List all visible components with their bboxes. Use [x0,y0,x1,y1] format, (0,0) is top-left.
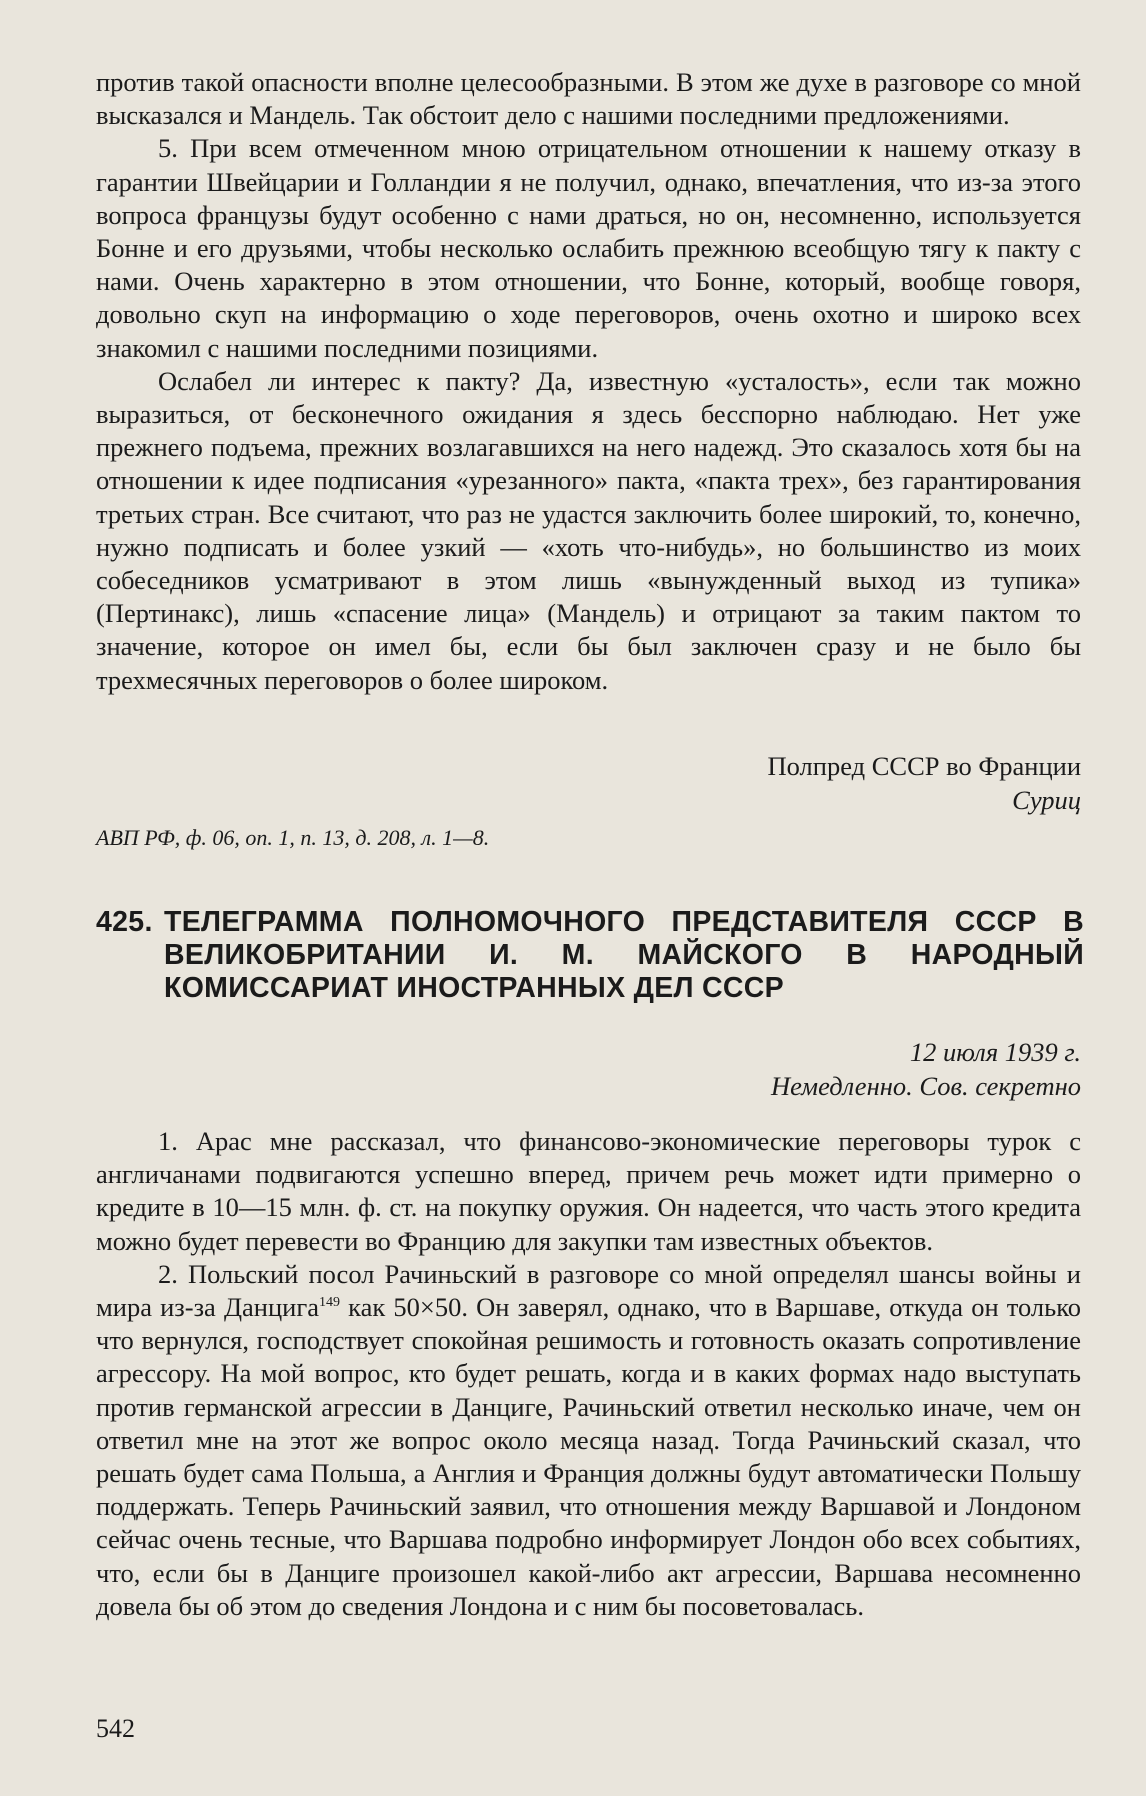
paragraph-text: 2. Польский посол Рачиньский в разговоре со мной определял шансы войны и мира из-за Данцига [96,1258,1081,1323]
document-classification: Немедленно. Сов. секретно [770,1070,1081,1101]
page-number: 542 [96,1714,135,1743]
paragraph: Ослабел ли интерес к пакту? Да, известную «усталость», если так можно выразиться, от бесконечного ожидания я здесь бесспорно наблюдаю. Нет уже прежнего подъема, прежних возлагавшихся на него надежд. Это сказалось хотя бы на отношении к идее подписания «урезанного» пакта, «пакта трех», без гарантирования третьих стран. Все считают, что раз не удастся заключить более широкий, то, конечно, нужно подписать и более узкий — «хоть что-нибудь», но большинство из моих собеседников усматривают в этом лишь «вынужденный выход из тупика» (Пертинакс), лишь «спасение лица» (Мандель) и отрицают за таким пактом то значение, которое он имел бы, если бы был заключен сразу и не было бы трехмесячных переговоров о более широком. [96,365,1081,695]
footnote-ref[interactable]: 149 [319,1295,340,1311]
signatory-name: Суриц [1012,784,1081,815]
document-date: 12 июля 1939 г. [909,1037,1081,1067]
signatory-position: Полпред СССР во Франции [767,751,1081,781]
previous-document-text [96,66,1081,697]
document-meta [96,1036,1081,1103]
archive-reference: АВП РФ, ф. 06, оп. 1, п. 13, д. 208, л. 1—8. [96,825,490,850]
paragraph-text: как 50×50. Он заверял, однако, что в Варшаве, откуда он только что вернулся, господствует спокойная решимость и готовность оказать сопротивление агрессору. На мой вопрос, кто будет решать, когда и в каких формах надо выступать против германской агрессии в Данциге, Рачиньский ответил несколько иначе, чем он ответил мне на этот же вопрос около месяца назад. Тогда Рачиньский сказал, что решать будет сама Польша, а Англия и Франция должны будут автоматически Польшу поддержать. Теперь Рачиньский заявил, что отношения между Варшавой и Лондоном сейчас очень тесные, что Варшава подробно информирует Лондон обо всех событиях, что, если бы в Данциге произошел какой-либо акт агрессии, Варшава несомненно довела бы об этом до сведения Лондона и с ним бы посоветовалась. [96,1292,1081,1621]
document-body [96,1125,1081,1623]
signature-block [96,750,1081,817]
paragraph: 5. При всем отмеченном мною отрицательном отношении к нашему отказу в гарантии Швейцарии и Голландии я не получил, однако, впечатления, что из-за этого вопроса французы будут особенно с нами драться, но он, несомненно, используется Бонне и его друзьями, чтобы несколько ослабить прежнюю всеобщую тягу к пакту с нами. Очень характерно в этом отношении, что Бонне, который, вообще говоря, довольно скуп на информацию о ходе переговоров, очень охотно и широко всех знакомил с нашими последними позициями. [96,133,1081,363]
document-title: ТЕЛЕГРАММА ПОЛНОМОЧНОГО ПРЕДСТАВИТЕЛЯ СССР В ВЕЛИКОБРИТАНИИ И. М. МАЙСКОГО В НАРОДНЫЙ КОМИССАРИАТ ИНОСТРАННЫХ ДЕЛ СССР [164,906,1084,1004]
paragraph: против такой опасности вполне целесообразными. В этом же духе в разговоре со мной высказался и Мандель. Так обстоит дело с нашими последними предложениями. [96,67,1081,131]
document-heading [96,906,1084,1005]
paragraph [96,1258,1081,1623]
document-number: 425. [96,906,153,938]
paragraph: 1. Арас мне рассказал, что финансово-экономические переговоры турок с англичанами подвигаются успешно вперед, причем речь может идти примерно о кредите в 10—15 млн. ф. ст. на покупку оружия. Он надеется, что часть этого кредита можно будет перевести во Францию для закупки там известных объектов. [96,1126,1081,1256]
